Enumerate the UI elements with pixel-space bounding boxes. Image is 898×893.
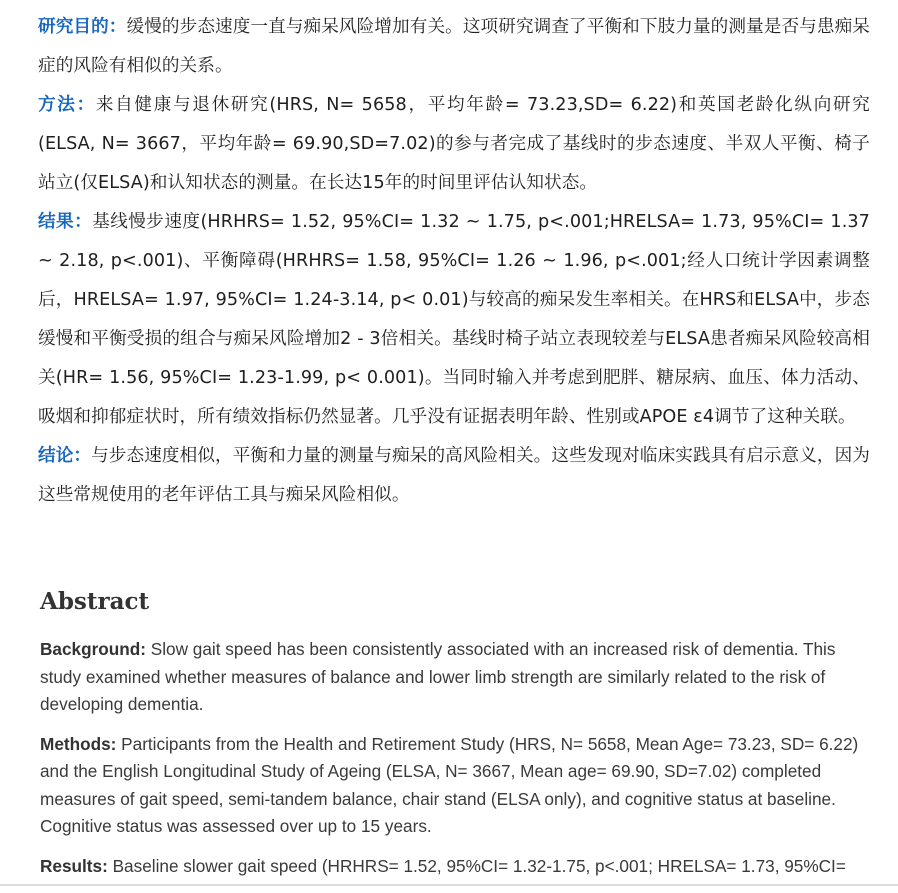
zh-results-paragraph xyxy=(38,203,870,437)
en-results-paragraph xyxy=(40,853,872,881)
zh-conclusion-text: 与步态速度相似，平衡和力量的测量与痴呆的高风险相关。这些发现对临床实践具有启示意义，因为这些常规使用的老年评估工具与痴呆风险相似。 xyxy=(38,446,870,505)
en-background-label: Background: xyxy=(40,639,146,659)
abstract-heading: Abstract xyxy=(40,588,150,615)
zh-purpose-paragraph xyxy=(38,8,870,86)
bottom-divider xyxy=(0,884,898,886)
zh-methods-label: 方法： xyxy=(38,95,96,115)
en-results-text: Baseline slower gait speed (HRHRS= 1.52, 95%CI= 1.32-1.75, p<.001; HRELSA= 1.73, 95%CI= xyxy=(107,855,846,876)
zh-results-label: 结果： xyxy=(38,212,93,232)
en-background-text: Slow gait speed has been consistently associated with an increased risk of dementia. This study examined whether measures of balance and lower limb strength are similarly related to the risk of developing dementia. xyxy=(40,639,836,714)
zh-conclusion-label: 结论： xyxy=(38,446,92,466)
zh-methods-paragraph xyxy=(38,86,870,203)
en-methods-text: Participants from the Health and Retirement Study (HRS, N= 5658, Mean Age= 73.23, SD= 6.22) and the English Longitudinal Study of Ageing (ELSA, N= 3667, Mean age= 69.90, SD=7.02) completed measures of gait speed, semi-tandem balance, chair stand (ELSA only), and cognitive status at baseline. Cognitive status was assessed over up to 15 years. xyxy=(40,733,859,836)
zh-purpose-text: 缓慢的步态速度一直与痴呆风险增加有关。这项研究调查了平衡和下肢力量的测量是否与患痴呆症的风险有相似的关系。 xyxy=(38,17,870,76)
en-results-label: Results: xyxy=(40,855,108,876)
zh-conclusion-paragraph xyxy=(38,437,870,515)
chinese-abstract xyxy=(38,8,870,515)
english-abstract xyxy=(40,636,872,892)
en-methods-label: Methods: xyxy=(40,733,117,754)
zh-methods-text: 来自健康与退休研究(HRS, N= 5658，平均年龄= 73.23,SD= 6.22)和英国老龄化纵向研究(ELSA, N= 3667，平均年龄= 69.90,SD=7.02)的参与者完成了基线时的步态速度、半双人平衡、椅子站立(仅ELSA)和认知状态的测量。在长达15年的时间里评估认知状态。 xyxy=(38,95,870,193)
en-background-paragraph xyxy=(40,636,872,719)
zh-purpose-label: 研究目的： xyxy=(38,17,127,37)
en-methods-paragraph xyxy=(40,731,872,841)
zh-results-text: 基线慢步速度(HRHRS= 1.52, 95%CI= 1.32 ~ 1.75, p<.001;HRELSA= 1.73, 95%CI= 1.37 ~ 2.18, p<.001)、平衡障碍(HRHRS= 1.58, 95%CI= 1.26 ~ 1.96, p<.001;经人口统计学因素调整后，HRELSA= 1.97, 95%CI= 1.24-3.14, p< 0.01)与较高的痴呆发生率相关。在HRS和ELSA中，步态缓慢和平衡受损的组合与痴呆风险增加2 - 3倍相关。基线时椅子站立表现较差与ELSA患者痴呆风险较高相关(HR= 1.56, 95%CI= 1.23-1.99, p< 0.001)。当同时输入并考虑到肥胖、糖尿病、血压、体力活动、吸烟和抑郁症状时，所有绩效指标仍然显著。几乎没有证据表明年龄、性别或APOE ε4调节了这种关联。 xyxy=(38,212,870,427)
